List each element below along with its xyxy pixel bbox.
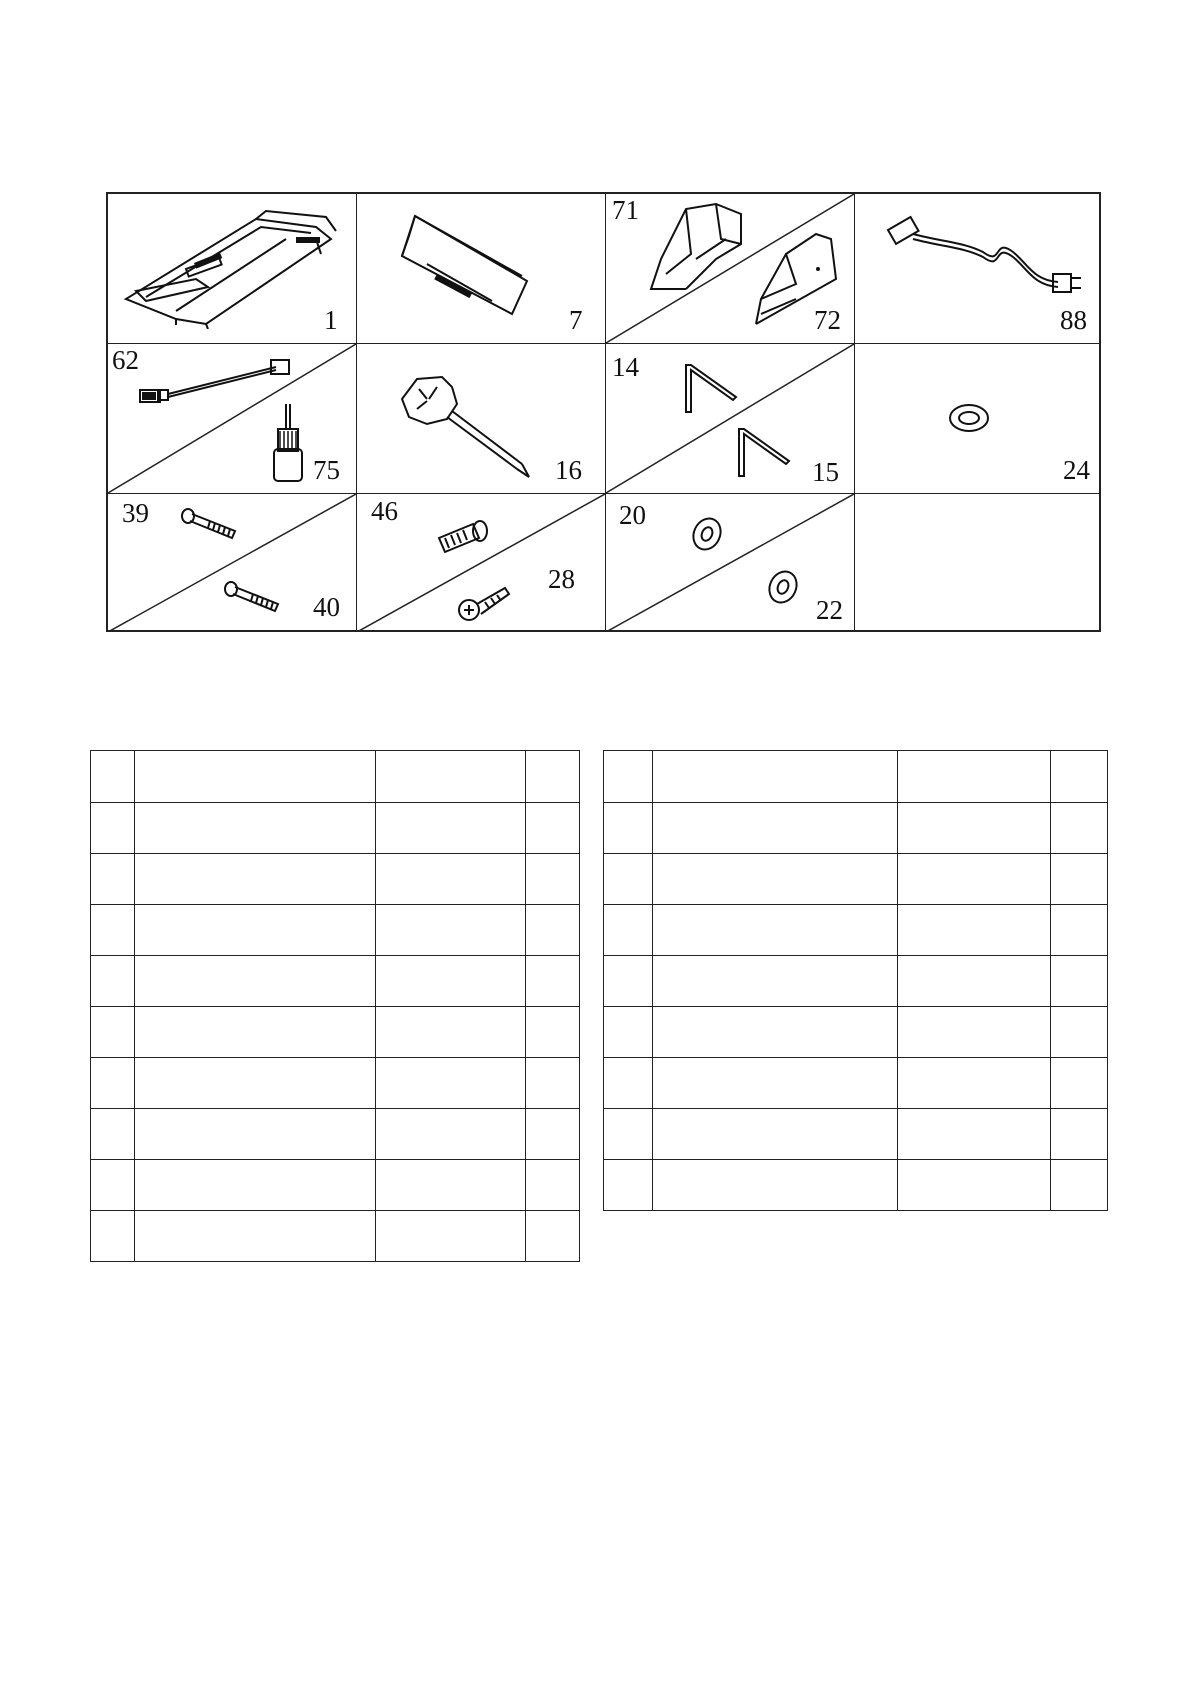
table-cell (376, 1211, 526, 1262)
bolt-icon (223, 579, 283, 615)
part-number-71: 71 (612, 195, 639, 225)
table-cell (604, 1058, 653, 1109)
parts-list-table-left (90, 750, 580, 1262)
table-cell (376, 1109, 526, 1160)
table-cell (898, 1007, 1051, 1058)
part-cell-12 (855, 494, 1101, 632)
part-number-28: 28 (548, 564, 575, 594)
part-cell-5 (108, 344, 357, 494)
part-number-1: 1 (324, 305, 338, 335)
table-cell (134, 905, 376, 956)
part-number-14: 14 (612, 352, 639, 382)
table-cell (526, 905, 580, 956)
table-cell (1051, 1160, 1108, 1211)
table-cell (652, 751, 898, 803)
table-cell (91, 1007, 135, 1058)
part-number-24: 24 (1063, 455, 1090, 485)
part-cell-11 (606, 494, 855, 632)
table-cell (526, 1160, 580, 1211)
table-cell (898, 854, 1051, 905)
table-cell (134, 854, 376, 905)
table-cell (1051, 854, 1108, 905)
parts-list-table-right-body (604, 751, 1108, 1211)
part-number-16: 16 (555, 455, 582, 485)
allen-key-icon (681, 362, 741, 417)
table-cell (652, 803, 898, 854)
table-cell (526, 1109, 580, 1160)
left-end-cap-icon (646, 199, 756, 294)
part-cell-3 (606, 194, 855, 344)
table-cell (604, 803, 653, 854)
spring-washer-icon (947, 401, 991, 435)
treadmill-icon (116, 199, 346, 329)
table-cell (652, 1007, 898, 1058)
table-cell (1051, 751, 1108, 803)
multi-wrench-icon (397, 369, 537, 479)
table-cell (652, 956, 898, 1007)
table-cell (604, 854, 653, 905)
table-cell (134, 751, 376, 803)
flat-washer-icon (766, 567, 800, 607)
table-cell (526, 803, 580, 854)
table-cell (652, 905, 898, 956)
part-cell-2 (357, 194, 606, 344)
power-cord-icon (883, 212, 1083, 302)
table-cell (1051, 905, 1108, 956)
part-number-62: 62 (112, 345, 139, 375)
table-cell (134, 1211, 376, 1262)
parts-grid (106, 192, 1101, 632)
table-cell (1051, 1007, 1108, 1058)
table-cell (652, 1160, 898, 1211)
part-cell-8 (855, 344, 1101, 494)
table-cell (376, 1007, 526, 1058)
table-cell (91, 956, 135, 1007)
table-cell (91, 905, 135, 956)
table-cell (91, 1211, 135, 1262)
part-number-75: 75 (313, 455, 340, 485)
table-cell (898, 803, 1051, 854)
table-cell (526, 1058, 580, 1109)
table-cell (1051, 1109, 1108, 1160)
screw-icon (457, 582, 513, 624)
table-cell (652, 1058, 898, 1109)
part-cell-10 (357, 494, 606, 632)
table-cell (91, 803, 135, 854)
table-cell (134, 1160, 376, 1211)
parts-list-table-left-body (91, 751, 580, 1262)
table-cell (604, 1160, 653, 1211)
table-cell (376, 1058, 526, 1109)
table-cell (1051, 956, 1108, 1007)
part-cell-1 (108, 194, 357, 344)
table-cell (376, 905, 526, 956)
table-cell (604, 956, 653, 1007)
parts-list-table-right (603, 750, 1108, 1211)
table-cell (604, 905, 653, 956)
table-cell (898, 1058, 1051, 1109)
part-number-7: 7 (569, 305, 583, 335)
table-cell (91, 854, 135, 905)
allen-key-icon (734, 426, 794, 481)
part-cell-4 (855, 194, 1101, 344)
bolt-icon (180, 506, 240, 542)
table-cell (91, 1109, 135, 1160)
part-number-39: 39 (122, 498, 149, 528)
flat-washer-icon (690, 514, 724, 554)
table-cell (134, 1007, 376, 1058)
part-cell-7 (606, 344, 855, 494)
table-cell (898, 956, 1051, 1007)
table-cell (376, 803, 526, 854)
part-number-15: 15 (812, 457, 839, 487)
table-cell (652, 854, 898, 905)
table-cell (898, 751, 1051, 803)
lubricant-bottle-icon (268, 399, 308, 489)
table-cell (1051, 1058, 1108, 1109)
part-number-46: 46 (371, 496, 398, 526)
table-cell (526, 956, 580, 1007)
table-cell (898, 905, 1051, 956)
table-cell (526, 854, 580, 905)
table-cell (376, 751, 526, 803)
table-cell (526, 751, 580, 803)
part-number-20: 20 (619, 500, 646, 530)
table-cell (376, 956, 526, 1007)
table-cell (91, 751, 135, 803)
table-cell (898, 1160, 1051, 1211)
part-number-88: 88 (1060, 305, 1087, 335)
part-number-22: 22 (816, 595, 843, 625)
table-cell (604, 1109, 653, 1160)
table-cell (91, 1058, 135, 1109)
table-cell (134, 1058, 376, 1109)
table-cell (134, 1109, 376, 1160)
part-number-40: 40 (313, 592, 340, 622)
table-cell (134, 803, 376, 854)
table-cell (526, 1007, 580, 1058)
table-cell (898, 1109, 1051, 1160)
part-cell-6 (357, 344, 606, 494)
part-cell-9 (108, 494, 357, 632)
bolt-icon (435, 516, 491, 556)
table-cell (1051, 803, 1108, 854)
motor-cover-icon (397, 206, 537, 316)
part-number-72: 72 (814, 305, 841, 335)
table-cell (652, 1109, 898, 1160)
table-cell (91, 1160, 135, 1211)
table-cell (376, 854, 526, 905)
table-cell (604, 1007, 653, 1058)
table-cell (134, 956, 376, 1007)
table-cell (604, 751, 653, 803)
table-cell (376, 1160, 526, 1211)
table-cell (526, 1211, 580, 1262)
